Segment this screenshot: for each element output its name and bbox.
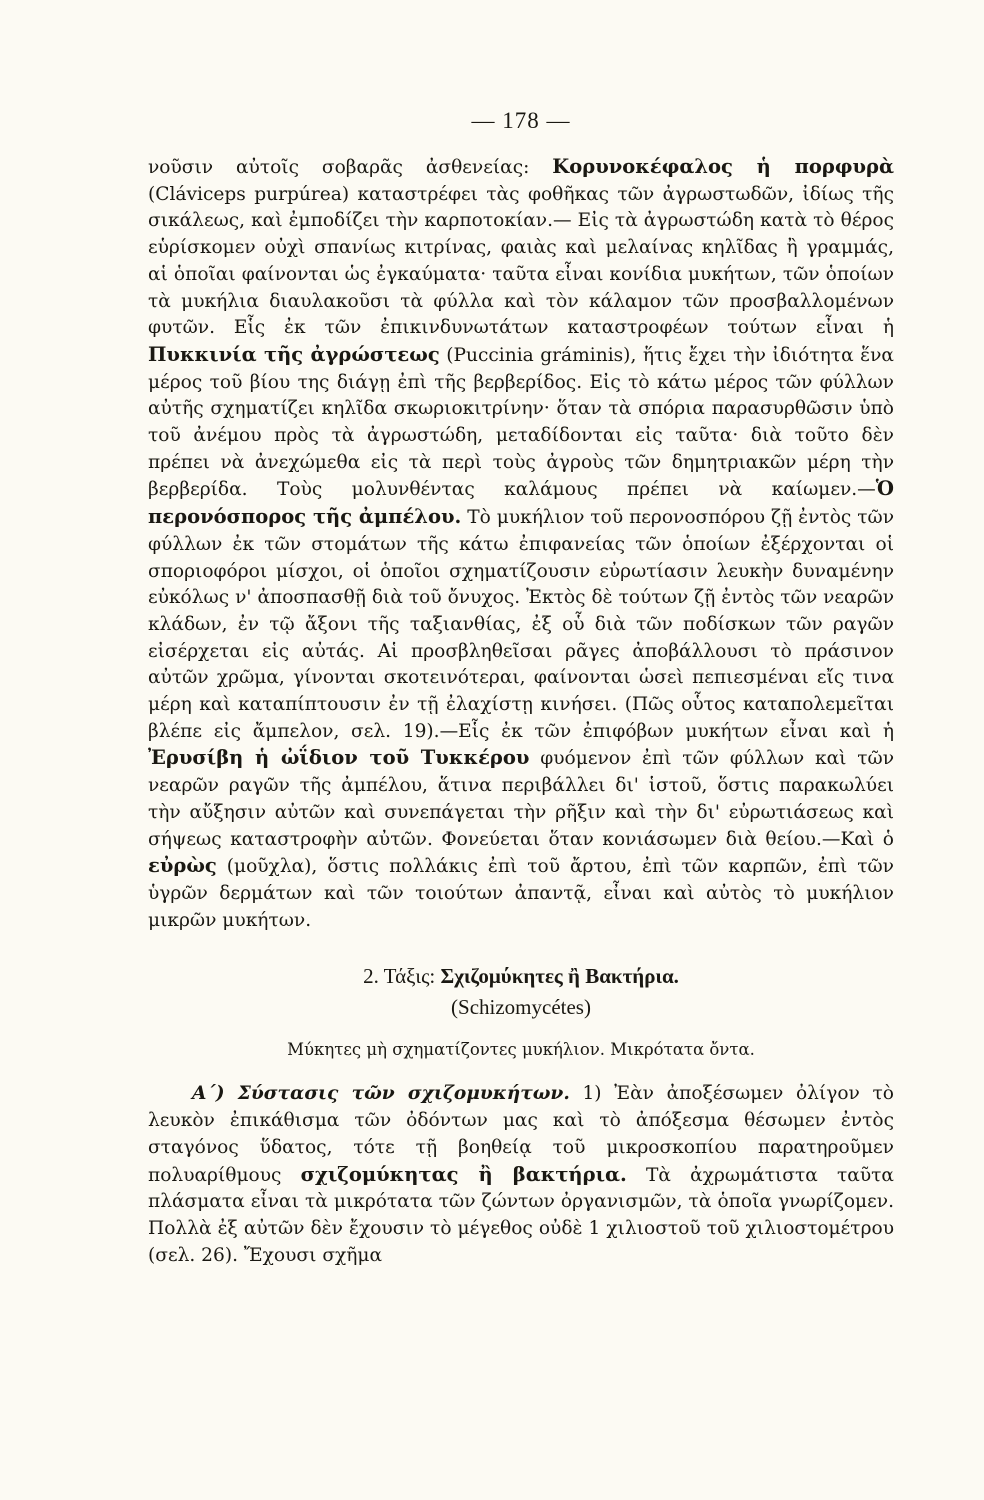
term-puccinia: Πυκκινία τῆς ἀγρώστεως [148, 342, 440, 366]
heading-title: Σχιζομύκητες ἢ Βακτήρια. [440, 964, 679, 989]
text-run: Τὰ ἀχρωμάτιστα ταῦτα πλάσματα εἶναι τὰ μικρότατα τῶν ζώντων ὀργανισμῶν, τὰ ὁποῖα γνωρίζομεν. Πολλὰ ἐξ αὐτῶν δὲν ἔχουσιν τὸ μέγεθος οὐδὲ 1 χιλιοστοῦ τοῦ χιλιοστομέτρου (σελ. 26). Ἔχουσι σχῆμα [148, 1164, 894, 1266]
section-subheading: (Schizomycétes) [451, 995, 591, 1020]
text-run: (Cláviceps purpúrea) καταστρέφει τὰς φοθῆκας τῶν ἀγρωστωδῶν, ἰδίως τῆς σικάλεως, καὶ ἐμποδίζει τὴν καρποτοκίαν.— Εἰς τὰ ἀγρωστώδη κατὰ τὸ θέρος εὑρίσκομεν οὐχὶ σπανίως κιτρίνας, φαιὰς καὶ μελαίνας κηλῖδας ἢ γραμμάς, αἱ ὁποῖαι φαίνονται ὡς ἐγκαύματα· ταῦτα εἶναι κονίδια μυκήτων, τῶν ὁποίων τὰ μυκήλια διαυλακοῦσι τὰ φύλλα καὶ τὸν κάλαμον τῶν προσβαλλομένων φυτῶν. Εἷς ἐκ τῶν ἐπικινδυνωτάτων καταστροφέων τούτων εἶναι ἡ [148, 183, 894, 339]
text-run: 1) Ἐὰν ἀποξέσωμεν ὀλίγον τὸ λευκὸν ἐπικάθισμα τῶν ὀδόντων μας καὶ τὸ ἀπόξεσμα θέσωμεν ἐντὸς σταγόνος ὕδατος, τότε τῇ βοηθείᾳ τοῦ μικροσκοπίου παρατηροῦμεν πολυαρίθμους [148, 1083, 894, 1186]
body-paragraph-2 [148, 1081, 894, 1269]
term-mould: εὐρὼς [148, 854, 217, 878]
body-paragraph-1 [148, 154, 894, 934]
term-schizomycetes: σχιζομύκητας ἢ βακτήρια. [300, 1162, 627, 1186]
text-run: νοῦσιν αὐτοῖς σοβαρᾶς ἀσθενείας: [148, 157, 553, 178]
term-claviceps: Κορυνοκέφαλος ἡ πορφυρὰ [552, 155, 895, 178]
text-run: (Puccinia gráminis), ἥτις ἔχει τὴν ἰδιότητα ἕνα μέρος τοῦ βίου της διάγῃ ἐπὶ τῆς βερβερίδος. Εἰς τὸ κάτω μέρος τῶν φύλλων αὐτῆς σχηματίζει κηλῖδα σκωριοκιτρίνην· ὅταν τὰ σπόρια παρασυρθῶσιν ὑπὸ τοῦ ἀνέμου πρὸς τὰ ἀγρωστώδη, μεταδίδονται εἰς ταῦτα· διὰ τοῦτο δὲν πρέπει νὰ ἀνεχώμεθα εἰς τὰ περὶ τοὺς ἀγροὺς τῶν δημητριακῶν μέρη τὴν βερβερίδα. Τοὺς μολυνθέντας καλάμους πρέπει νὰ καίωμεν.— [148, 344, 894, 501]
text-run: (μοῦχλα), ὅστις πολλάκις ἐπὶ τοῦ ἄρτου, ἐπὶ τῶν καρπῶν, ἐπὶ τῶν ὑγρῶν δερμάτων καὶ τῶν τοιούτων ἀπαντᾷ, εἶναι καὶ αὐτὸς τὸ μυκήλιον μικρῶν μυκήτων. [148, 856, 894, 931]
subsection-title: Α΄) Σύστασις τῶν σχιζομυκήτων. [192, 1083, 570, 1105]
term-peronospora: Ὁ περονόσπορος τῆς ἀμπέλου. [148, 477, 894, 529]
term-erysiphe: Ἐρυσίβη ἡ ὠΐδιον τοῦ Τυκκέρου [148, 746, 530, 770]
page [148, 108, 894, 1269]
page-number: — 178 — [471, 108, 571, 133]
text-run: Τὸ μυκήλιον τοῦ περονοσπόρου ζῇ ἐντὸς τῶν φύλλων ἐκ τῶν στομάτων τῆς κάτω ἐπιφανείας τῶν ὁποίων ἐξέρχονται οἱ σποριοφόροι μίσχοι, οἱ ὁποῖοι σχηματίζουσιν εὐρωτίασιν λευκὴν δυναμένην εὐκόλως ν' ἀποσπασθῇ διὰ τοῦ ὄνυχος. Ἐκτὸς δὲ τούτων ζῇ ἐντὸς τῶν νεαρῶν κλάδων, ἐν τῷ ἄξονι τῆς ταξιανθίας, ἐξ οὗ διὰ τῶν ποδίσκων τῶν ραγῶν εἰσέρχεται εἰς αὐτάς. Αἱ προσβληθεῖσαι ρᾶγες ἀποβάλλουσι τὸ πράσινον αὐτῶν χρῶμα, γίνονται σκοτεινότεραι, φαίνονται ὡσεὶ πεπιεσμέναι εἴς τινα μέρη καὶ καταπίπτουσιν ἐν τῇ ἐλαχίστῃ κινήσει. (Πῶς οὗτος καταπολεμεῖται βλέπε εἰς ἄμπελον, σελ. 19).—Εἷς ἐκ τῶν ἐπιφόβων μυκήτων εἶναι καὶ ἡ [148, 507, 894, 742]
section-note: Μύκητες μὴ σχηματίζοντες μυκήλιον. Μικρότατα ὄντα. [287, 1040, 755, 1060]
heading-prefix: 2. Τάξις: [363, 964, 441, 989]
section-heading [148, 964, 894, 989]
text-run: φυόμενον ἐπὶ τῶν φύλλων καὶ τῶν νεαρῶν ραγῶν τῆς ἀμπέλου, ἅτινα περιβάλλει δι' ἱστοῦ, ὅστις παρακωλύει τὴν αὔξησιν αὐτῶν καὶ συνεπάγεται τὴν ρῆξιν καὶ τὴν δι' εὐρωτιάσεως καὶ σήψεως καταστροφὴν αὐτῶν. Φονεύεται ὅταν κονιάσωμεν διὰ θείου.—Καὶ ὁ [148, 748, 894, 850]
